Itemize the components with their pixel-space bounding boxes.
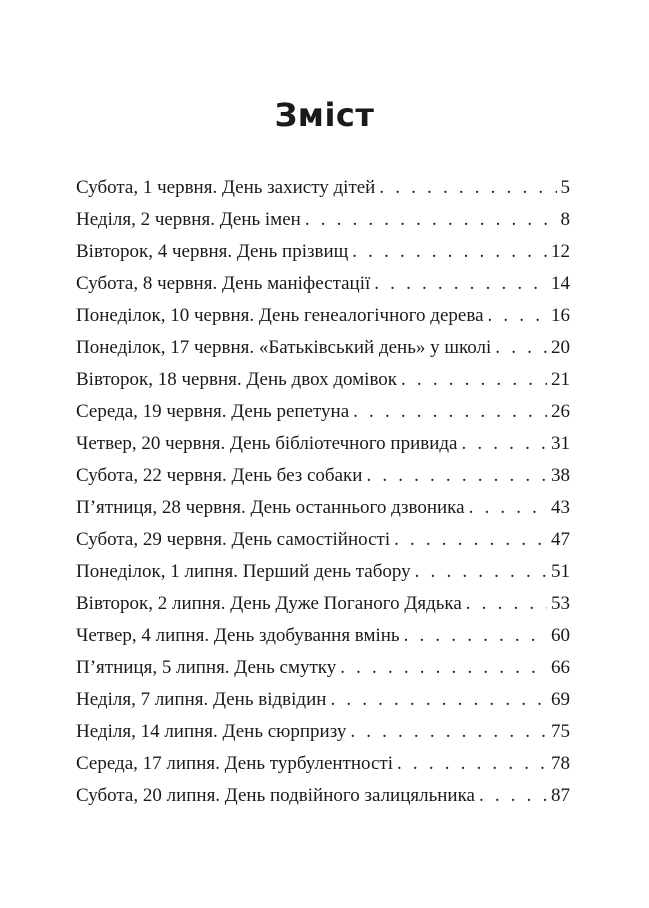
toc-entry-page: 66	[551, 657, 570, 678]
toc-dot-leader	[350, 716, 547, 748]
toc-entry	[76, 684, 570, 716]
toc-dot-leader	[379, 172, 556, 204]
toc-dot-leader	[330, 684, 547, 716]
toc-entry-page: 12	[551, 241, 570, 262]
toc-entry-page: 47	[551, 529, 570, 550]
toc-dot-leader	[401, 364, 547, 396]
toc-entry-page: 16	[551, 305, 570, 326]
toc-entry-label: Субота, 1 червня. День захисту дітей	[76, 177, 376, 198]
toc-entry-label: Субота, 20 липня. День подвійного залицяльника	[76, 785, 475, 806]
toc-dot-leader	[469, 492, 547, 524]
toc-entry-page: 31	[551, 433, 570, 454]
toc-entry-label: Середа, 19 червня. День репетуна	[76, 401, 350, 422]
toc-entry	[76, 460, 570, 492]
toc-entry	[76, 172, 570, 204]
toc-dot-leader	[479, 780, 547, 812]
toc-entry	[76, 780, 570, 812]
toc-entry-page: 51	[551, 561, 570, 582]
toc-entry-label: Неділя, 2 червня. День імен	[76, 209, 301, 230]
toc-entry	[76, 556, 570, 588]
toc-entry-page: 75	[551, 721, 570, 742]
toc-dot-leader	[352, 236, 547, 268]
toc-dot-leader	[461, 428, 547, 460]
toc-entry-page: 87	[551, 785, 570, 806]
toc-entry	[76, 204, 570, 236]
toc-entry-label: Четвер, 20 червня. День бібліотечного привида	[76, 433, 458, 454]
toc-entry-label: П’ятниця, 5 липня. День смутку	[76, 657, 337, 678]
toc-entry	[76, 332, 570, 364]
toc-entry-label: Вівторок, 4 червня. День прізвищ	[76, 241, 349, 262]
toc-entry	[76, 364, 570, 396]
toc-dot-leader	[488, 300, 548, 332]
toc-entry-page: 60	[551, 625, 570, 646]
toc-dot-leader	[466, 588, 547, 620]
toc-entry	[76, 492, 570, 524]
toc-dot-leader	[397, 748, 547, 780]
toc-entry-label: Понеділок, 10 червня. День генеалогічного дерева	[76, 305, 484, 326]
toc-entry-label: Субота, 8 червня. День маніфестації	[76, 273, 371, 294]
toc-entry	[76, 428, 570, 460]
toc-entry-label: Вівторок, 18 червня. День двох домівок	[76, 369, 398, 390]
toc-entry-label: Понеділок, 1 липня. Перший день табору	[76, 561, 411, 582]
toc-entry-label: Середа, 17 липня. День турбулентності	[76, 753, 394, 774]
toc-entry	[76, 396, 570, 428]
toc-entry-page: 38	[551, 465, 570, 486]
toc-entry	[76, 524, 570, 556]
toc-entry	[76, 748, 570, 780]
toc-dot-leader	[340, 652, 547, 684]
toc-entry	[76, 268, 570, 300]
table-of-contents	[76, 172, 570, 812]
toc-entry-page: 21	[551, 369, 570, 390]
toc-entry-label: Понеділок, 17 червня. «Батьківський день» у школі	[76, 337, 492, 358]
toc-entry-page: 8	[560, 209, 570, 230]
toc-entry	[76, 716, 570, 748]
toc-entry-label: Субота, 29 червня. День самостійності	[76, 529, 391, 550]
toc-entry-page: 14	[551, 273, 570, 294]
toc-entry	[76, 300, 570, 332]
toc-dot-leader	[374, 268, 547, 300]
toc-entry-label: Вівторок, 2 липня. День Дуже Поганого Дядька	[76, 593, 462, 614]
toc-entry-page: 20	[551, 337, 570, 358]
toc-entry-page: 26	[551, 401, 570, 422]
toc-entry-label: П’ятниця, 28 червня. День останнього дзвоника	[76, 497, 465, 518]
toc-entry	[76, 620, 570, 652]
toc-entry-page: 5	[560, 177, 570, 198]
toc-entry	[76, 236, 570, 268]
toc-dot-leader	[305, 204, 557, 236]
toc-dot-leader	[404, 620, 547, 652]
toc-entry-page: 53	[551, 593, 570, 614]
toc-entry-label: Четвер, 4 липня. День здобування вмінь	[76, 625, 400, 646]
toc-dot-leader	[415, 556, 547, 588]
toc-entry	[76, 588, 570, 620]
toc-dot-leader	[495, 332, 547, 364]
toc-entry-label: Неділя, 7 липня. День відвідин	[76, 689, 327, 710]
toc-dot-leader	[353, 396, 547, 428]
toc-dot-leader	[366, 460, 547, 492]
toc-dot-leader	[394, 524, 547, 556]
toc-entry-label: Неділя, 14 липня. День сюрпризу	[76, 721, 347, 742]
toc-entry-page: 69	[551, 689, 570, 710]
toc-entry-page: 43	[551, 497, 570, 518]
toc-entry-page: 78	[551, 753, 570, 774]
toc-entry-label: Субота, 22 червня. День без собаки	[76, 465, 363, 486]
page-title: Зміст	[274, 96, 375, 134]
toc-entry	[76, 652, 570, 684]
